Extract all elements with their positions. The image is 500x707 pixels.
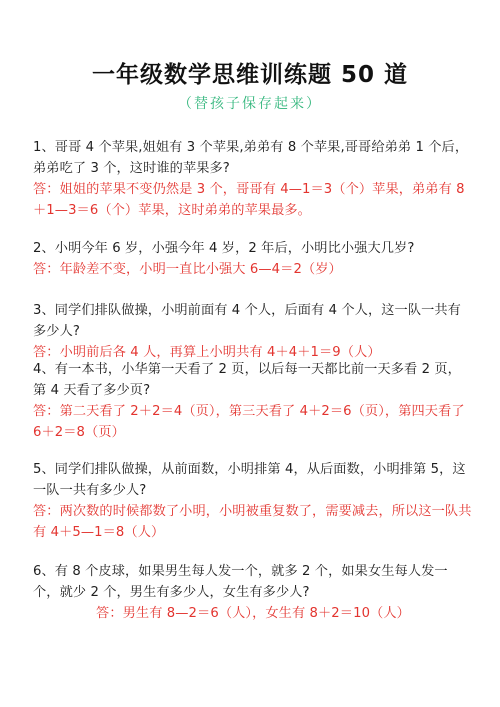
question-text: 4、有一本书，小华第一天看了 2 页，以后每一天都比前一天多看 2 页，第 4 天看了多少页?	[33, 362, 461, 398]
page-subtitle: （替孩子保存起来）	[178, 96, 322, 112]
question-block-2	[33, 238, 473, 280]
answer-text: 答：男生有 8—2＝6（人），女生有 8＋2＝10（人）	[96, 606, 410, 621]
question-block-4	[33, 359, 473, 443]
question-text: 6、有 8 个皮球，如果男生每人发一个，就多 2 个，如果女生每人发一个，就少 2 个，男生有多少人，女生有多少人?	[33, 564, 448, 600]
question-block-1	[33, 137, 473, 221]
answer-text: 答：两次数的时候都数了小明，小明被重复数了，需要减去，所以这一队共有 4＋5—1＝8（人）	[33, 504, 472, 540]
answer-text: 答：第二天看了 2＋2＝4（页），第三天看了 4＋2＝6（页），第四天看了 6＋2＝8（页）	[33, 404, 465, 440]
answer-text: 答：年龄差不变，小明一直比小强大 6—4＝2（岁）	[33, 262, 342, 277]
answer-text: 答：姐姐的苹果不变仍然是 3 个，哥哥有 4—1＝3（个）苹果，弟弟有 8＋1—3＝6（个）苹果，这时弟弟的苹果最多。	[33, 182, 465, 218]
page-title: 一年级数学思维训练题 50 道	[91, 62, 409, 88]
question-block-3	[33, 300, 473, 363]
question-block-5	[33, 459, 473, 543]
question-text: 1、哥哥 4 个苹果,姐姐有 3 个苹果,弟弟有 8 个苹果,哥哥给弟弟 1 个后，弟弟吃了 3 个，这时谁的苹果多?	[33, 140, 469, 176]
question-text: 5、同学们排队做操，从前面数，小明排第 4，从后面数，小明排第 5，这一队一共有多少人?	[33, 462, 466, 498]
question-block-6	[33, 561, 473, 624]
question-text: 3、同学们排队做操，小明前面有 4 个人，后面有 4 个人，这一队一共有多少人?	[33, 303, 461, 339]
answer-text: 答：小明前后各 4 人，再算上小明共有 4＋4＋1＝9（人）	[33, 345, 381, 360]
question-text: 2、小明今年 6 岁，小强今年 4 岁，2 年后，小明比小强大几岁?	[33, 241, 415, 256]
